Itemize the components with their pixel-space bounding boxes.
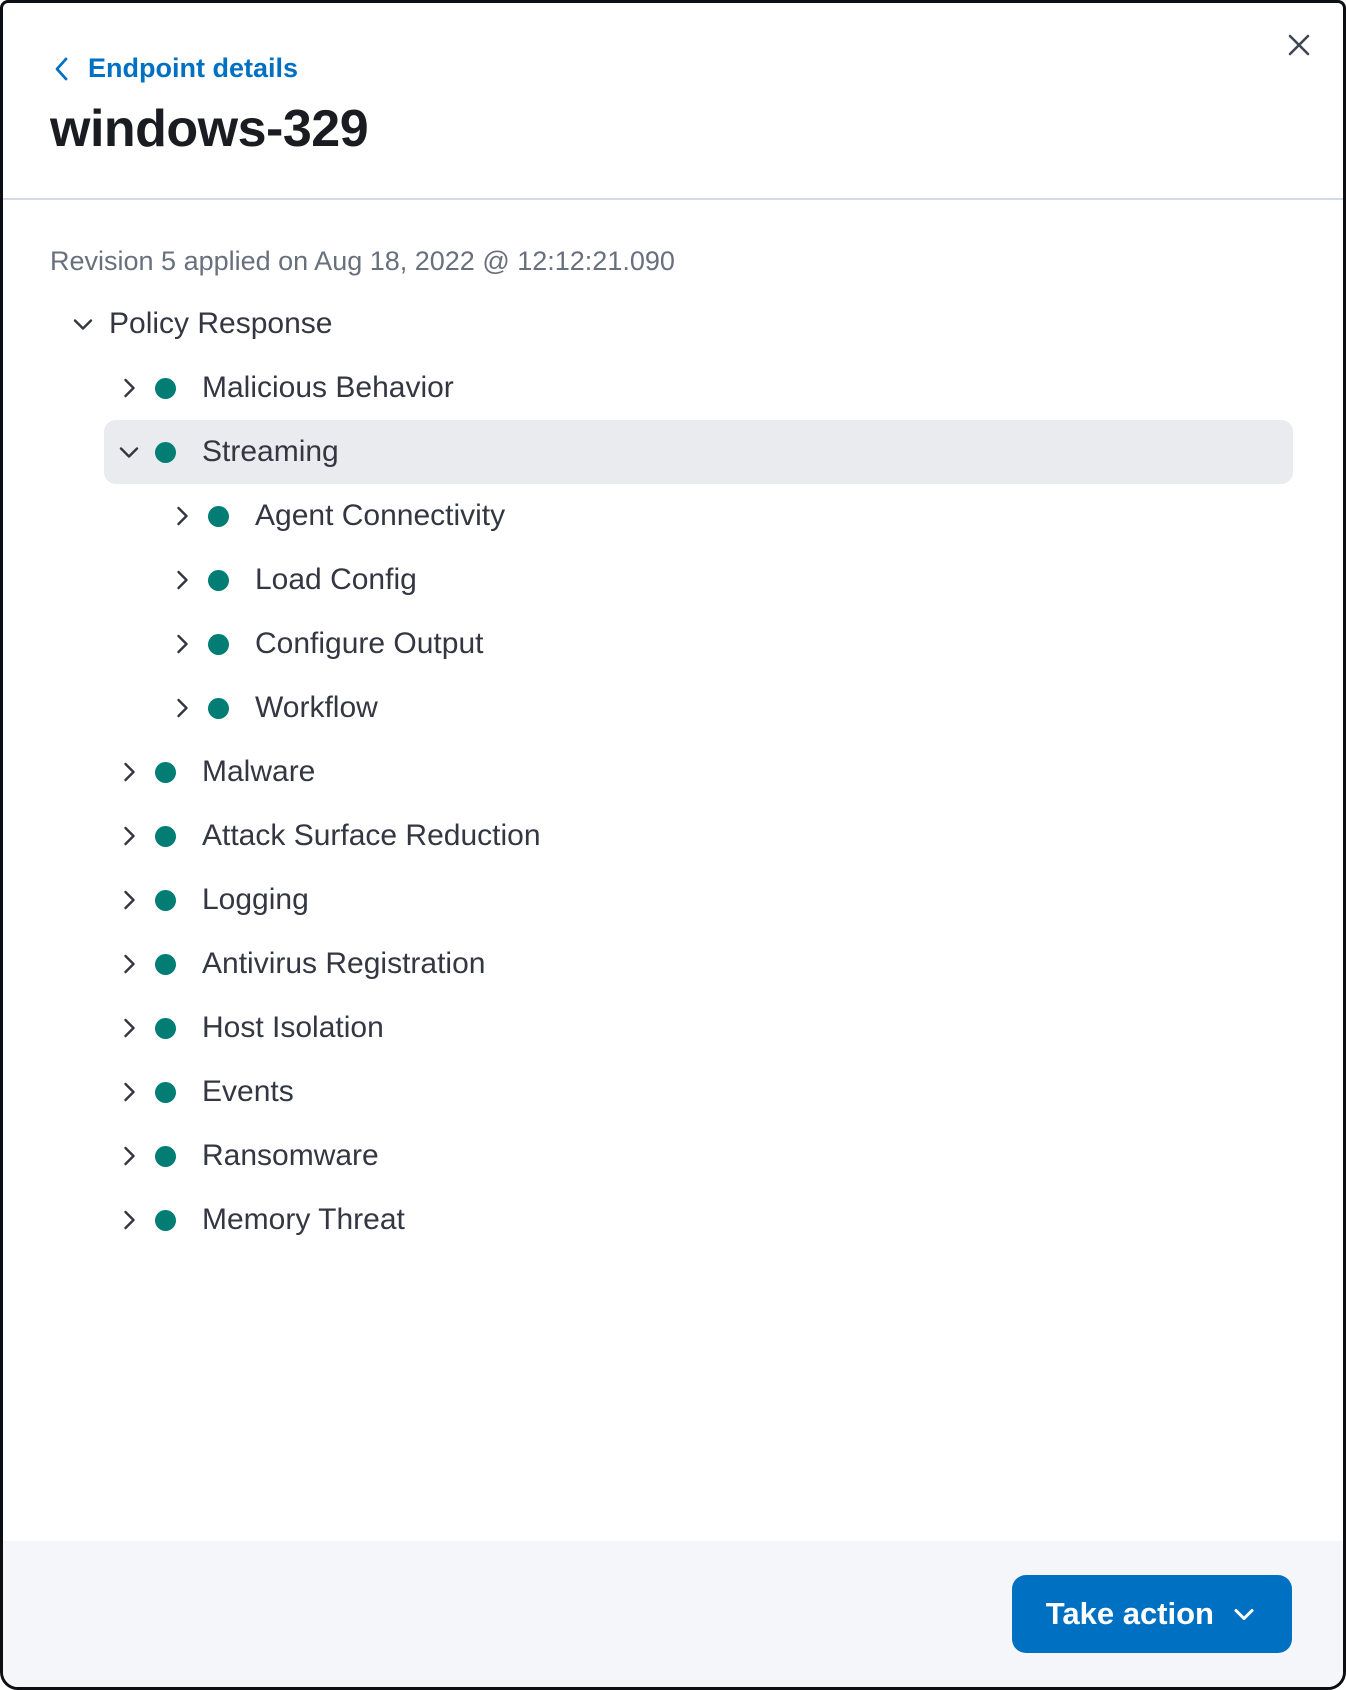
- tree-item-label: Memory Threat: [202, 1203, 405, 1236]
- status-dot-success: [155, 1146, 176, 1167]
- tree-item-label: Agent Connectivity: [255, 499, 506, 532]
- tree-item-configure-output[interactable]: [104, 612, 1293, 676]
- chevron-right-icon[interactable]: [115, 950, 143, 978]
- take-action-button[interactable]: [1012, 1575, 1292, 1653]
- chevron-right-icon[interactable]: [115, 374, 143, 402]
- flyout-footer: [3, 1541, 1343, 1687]
- status-dot-success: [155, 1082, 176, 1103]
- close-icon: [1281, 27, 1317, 63]
- tree-item-malicious-behavior[interactable]: [104, 356, 1293, 420]
- chevron-right-icon[interactable]: [115, 1078, 143, 1106]
- flyout-header: [3, 3, 1343, 200]
- tree-item-policy-response[interactable]: [69, 292, 1293, 356]
- chevron-down-icon[interactable]: [69, 310, 97, 338]
- flyout-body: [3, 200, 1343, 1252]
- status-dot-success: [155, 890, 176, 911]
- tree-item-label: Policy Response: [109, 307, 333, 340]
- tree-item-ransomware[interactable]: [104, 1124, 1293, 1188]
- status-dot-success: [155, 1210, 176, 1231]
- tree-item-label: Ransomware: [202, 1139, 379, 1172]
- tree-item-label: Malicious Behavior: [202, 371, 454, 404]
- chevron-left-icon: [50, 54, 74, 84]
- chevron-right-icon[interactable]: [115, 1206, 143, 1234]
- tree-item-attack-surface-reduction[interactable]: [104, 804, 1293, 868]
- tree-item-agent-connectivity[interactable]: [104, 484, 1293, 548]
- back-to-endpoint-details-link[interactable]: [50, 53, 298, 84]
- chevron-down-icon[interactable]: [115, 438, 143, 466]
- tree-item-streaming[interactable]: [104, 420, 1293, 484]
- take-action-label: Take action: [1045, 1596, 1214, 1631]
- status-dot-success: [155, 442, 176, 463]
- status-dot-success: [208, 506, 229, 527]
- chevron-right-icon[interactable]: [168, 694, 196, 722]
- tree-item-label: Attack Surface Reduction: [202, 819, 541, 852]
- status-dot-success: [155, 762, 176, 783]
- tree-item-antivirus-registration[interactable]: [104, 932, 1293, 996]
- status-dot-success: [208, 698, 229, 719]
- tree-item-workflow[interactable]: [104, 676, 1293, 740]
- tree-item-label: Workflow: [255, 691, 378, 724]
- chevron-right-icon[interactable]: [168, 566, 196, 594]
- tree-item-load-config[interactable]: [104, 548, 1293, 612]
- tree-item-label: Streaming: [202, 435, 339, 468]
- chevron-right-icon[interactable]: [115, 822, 143, 850]
- tree-item-malware[interactable]: [104, 740, 1293, 804]
- policy-response-tree: [50, 292, 1293, 1252]
- revision-applied-text: Revision 5 applied on Aug 18, 2022 @ 12:12:21.090: [50, 246, 675, 276]
- tree-item-host-isolation[interactable]: [104, 996, 1293, 1060]
- tree-item-label: Host Isolation: [202, 1011, 384, 1044]
- status-dot-success: [155, 378, 176, 399]
- chevron-down-icon: [1230, 1600, 1258, 1628]
- close-button[interactable]: [1277, 23, 1321, 67]
- status-dot-success: [208, 570, 229, 591]
- back-link-label: Endpoint details: [88, 53, 299, 83]
- chevron-right-icon[interactable]: [115, 758, 143, 786]
- tree-item-events[interactable]: [104, 1060, 1293, 1124]
- status-dot-success: [155, 826, 176, 847]
- tree-item-label: Malware: [202, 755, 316, 788]
- chevron-right-icon[interactable]: [168, 502, 196, 530]
- chevron-right-icon[interactable]: [168, 630, 196, 658]
- tree-item-memory-threat[interactable]: [104, 1188, 1293, 1252]
- page-title: windows-329: [50, 99, 369, 158]
- status-dot-success: [208, 634, 229, 655]
- status-dot-success: [155, 954, 176, 975]
- tree-item-logging[interactable]: [104, 868, 1293, 932]
- tree-item-label: Events: [202, 1075, 294, 1108]
- tree-item-label: Antivirus Registration: [202, 947, 486, 980]
- tree-item-label: Configure Output: [255, 627, 484, 660]
- chevron-right-icon[interactable]: [115, 1142, 143, 1170]
- tree-item-label: Load Config: [255, 563, 417, 596]
- chevron-right-icon[interactable]: [115, 886, 143, 914]
- chevron-right-icon[interactable]: [115, 1014, 143, 1042]
- tree-item-label: Logging: [202, 883, 309, 916]
- status-dot-success: [155, 1018, 176, 1039]
